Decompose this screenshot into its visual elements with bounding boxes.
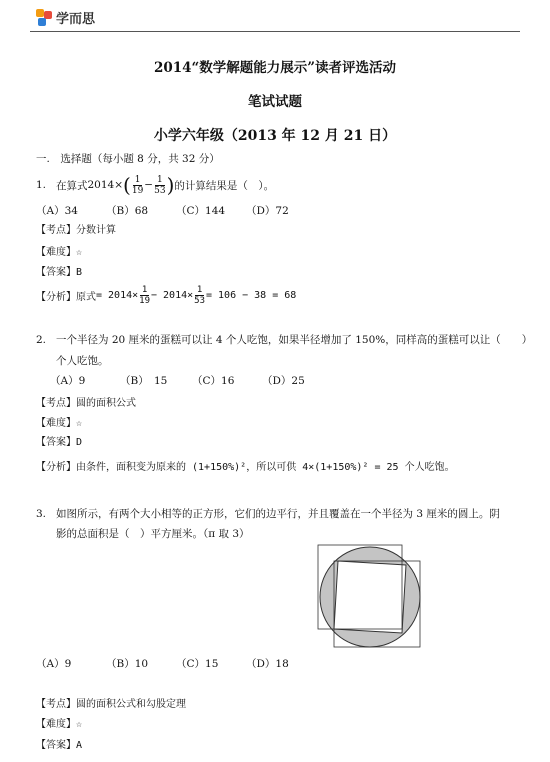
- logo-icon: [34, 7, 54, 27]
- figure-inner-square: [334, 561, 406, 633]
- event-title: 2014“数学解题能力展示”读者评选活动: [153, 60, 397, 76]
- q2-daan: 【答案】D: [36, 437, 83, 448]
- q2-stem-line2: 个人吃饱。: [56, 355, 109, 367]
- q3-option-c: （C）15: [176, 658, 219, 670]
- q1-analysis-fraction-1: $\frac{1}{19}$: [139, 285, 150, 306]
- q3-stem-line1: [36, 506, 500, 521]
- q2-option-a: （A）9: [50, 375, 86, 387]
- q3-option-d: （D）18: [246, 658, 289, 670]
- q2-kaodian: 【考点】圆的面积公式: [36, 398, 136, 409]
- header-rule: [30, 31, 520, 32]
- q3-text-line1: 如图所示，有两个大小相等的正方形，它们的边平行，并且覆盖在一个半径为 3 厘米的圆上。阴: [56, 508, 500, 520]
- q3-stem-line2: 影的总面积是（ ）平方厘米。（π 取 3）: [56, 528, 250, 540]
- q1-daan: 【答案】B: [36, 267, 83, 278]
- q1-analysis-c: = 106 − 38 = 68: [206, 290, 297, 301]
- q3-daan: 【答案】A: [36, 740, 83, 751]
- q2-text-line1: 一个半径为 20 厘米的蛋糕可以让 4 个人吃饱，如果半径增加了 150%，同样高的蛋糕可以让（ ）: [56, 334, 533, 346]
- q1-nandu: 【难度】☆: [36, 247, 83, 258]
- right-paren: ): [166, 173, 175, 197]
- q1-option-c: （C）144: [176, 205, 226, 217]
- q3-kaodian: 【考点】圆的面积公式和勾股定理: [36, 699, 186, 710]
- q1-fraction-2: $\frac{1}{53}$: [154, 174, 166, 196]
- q3-nandu: 【难度】☆: [36, 719, 83, 730]
- q1-text-post: 的计算结果是（ ）。: [174, 179, 275, 192]
- q1-kaodian: 【考点】分数计算: [36, 225, 116, 236]
- q1-analysis-a: = 2014×: [96, 290, 139, 301]
- q2-nandu: 【难度】☆: [36, 418, 83, 429]
- grade-date-title: 小学六年级（2013 年 12 月 21 日）: [153, 128, 397, 144]
- left-paren: (: [123, 173, 131, 197]
- q1-option-b: （B）68: [106, 205, 149, 217]
- q1-minus: −: [144, 179, 154, 191]
- q3-figure: [316, 543, 424, 651]
- q3-option-b: （B）10: [106, 658, 149, 670]
- q1-stem: [36, 173, 274, 197]
- exam-title: 笔试试题: [248, 94, 302, 110]
- q2-option-d: （D）25: [262, 375, 305, 387]
- q2-stem-line1: [36, 332, 532, 347]
- q1-fraction-1: $\frac{1}{19}$: [131, 174, 144, 196]
- q2-number: 2.: [36, 334, 47, 346]
- q1-analysis-fraction-2: $\frac{1}{53}$: [194, 285, 205, 306]
- q2-analysis: 【分析】由条件，面积变为原来的 (1+150%)²，所以可供 4×(1+150%)² = 25 个人吃饱。: [36, 462, 455, 473]
- q2-option-c: （C）16: [192, 375, 235, 387]
- q1-analysis-label: 【分析】原式: [36, 292, 96, 303]
- q1-expr-lead: 2014×: [87, 179, 124, 191]
- q3-option-a: （A）9: [36, 658, 72, 670]
- brand-logo: [34, 7, 95, 27]
- q1-option-a: （A）34: [36, 205, 78, 217]
- logo-text: 学而思: [56, 11, 96, 27]
- q3-number: 3.: [36, 508, 47, 520]
- q1-analysis-b: − 2014×: [151, 290, 194, 301]
- q1-number: 1.: [36, 179, 47, 191]
- q2-option-b: （B） 15: [120, 375, 168, 387]
- q1-analysis: [36, 285, 296, 306]
- q1-text-pre: 在算式: [56, 179, 88, 192]
- q1-option-d: （D）72: [246, 205, 289, 217]
- section-heading: 一. 选择题（每小题 8 分，共 32 分）: [36, 153, 220, 165]
